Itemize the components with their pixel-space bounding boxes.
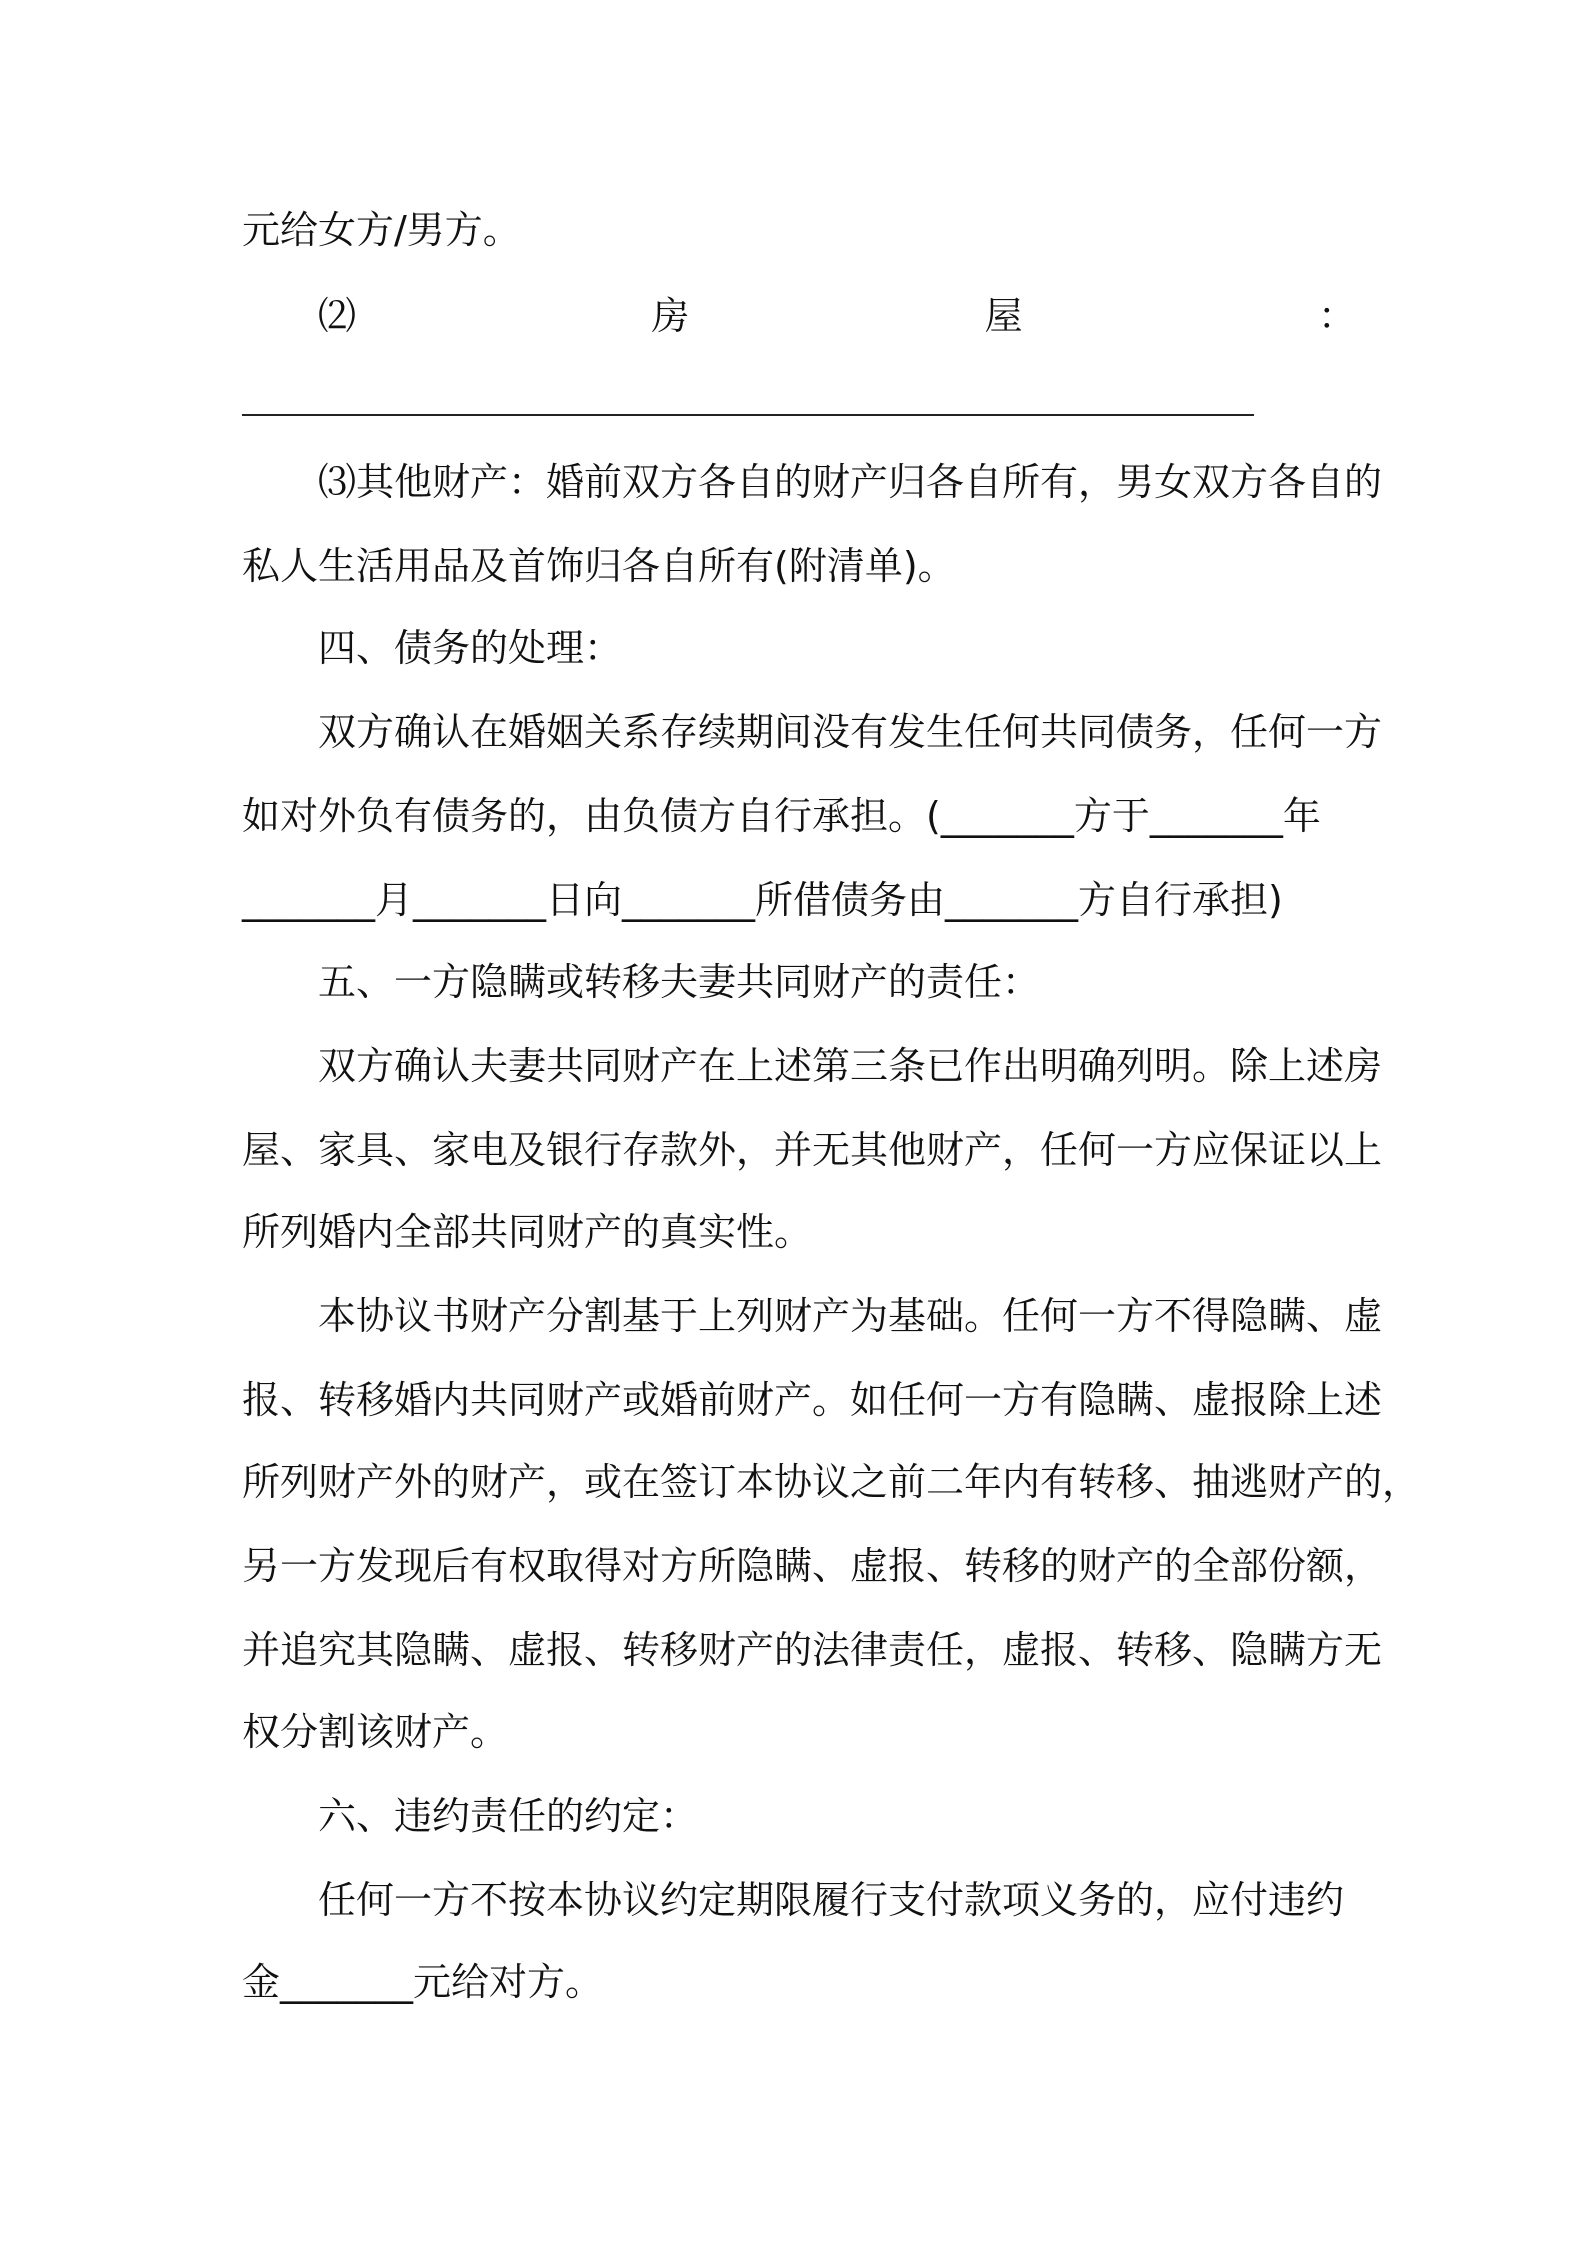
house-item-line	[318, 290, 1356, 342]
text-line: 所列婚内全部共同财产的真实性。	[242, 1210, 813, 1254]
text-line: 任何一方不按本协议约定期限履行支付款项义务的，应付违约	[318, 1878, 1345, 1922]
text-line: 元给女方/男方。	[242, 208, 521, 252]
text-line: _______月_______日向_______所借债务由_______方自行承担)	[242, 878, 1283, 922]
text-line: 并追究其隐瞒、虚报、转移财产的法律责任，虚报、转移、隐瞒方无	[242, 1628, 1383, 1672]
fill-in-blank-rule	[242, 414, 1254, 416]
text-line: 所列财产外的财产，或在签订本协议之前二年内有转移、抽逃财产的，	[242, 1460, 1421, 1504]
text-line: 双方确认夫妻共同财产在上述第三条已作出明确列明。除上述房	[318, 1044, 1383, 1088]
text-line: 双方确认在婚姻关系存续期间没有发生任何共同债务，任何一方	[318, 710, 1383, 754]
house-char-1: 房	[651, 294, 690, 338]
section-heading: 六、违约责任的约定：	[318, 1794, 699, 1838]
text-line: 屋、家具、家电及银行存款外，并无其他财产，任何一方应保证以上	[242, 1128, 1383, 1172]
house-char-2: 屋	[984, 294, 1023, 338]
text-line: 私人生活用品及首饰归各自所有(附清单)。	[242, 544, 956, 588]
text-line: ⑶其他财产：婚前双方各自的财产归各自所有，男女双方各自的	[318, 460, 1383, 504]
text-line: 如对外负有债务的，由负债方自行承担。(_______方于_______年	[242, 794, 1321, 838]
colon: ：	[1317, 294, 1356, 338]
text-line: 金_______元给对方。	[242, 1960, 604, 2004]
text-line: 另一方发现后有权取得对方所隐瞒、虚报、转移的财产的全部份额，	[242, 1544, 1383, 1588]
text-line: 权分割该财产。	[242, 1710, 509, 1754]
text-line: 本协议书财产分割基于上列财产为基础。任何一方不得隐瞒、虚	[318, 1294, 1383, 1338]
item-number: ⑵	[318, 294, 357, 338]
section-heading: 四、债务的处理：	[318, 626, 623, 670]
section-heading: 五、一方隐瞒或转移夫妻共同财产的责任：	[318, 960, 1041, 1004]
text-line: 报、转移婚内共同财产或婚前财产。如任何一方有隐瞒、虚报除上述	[242, 1378, 1383, 1422]
